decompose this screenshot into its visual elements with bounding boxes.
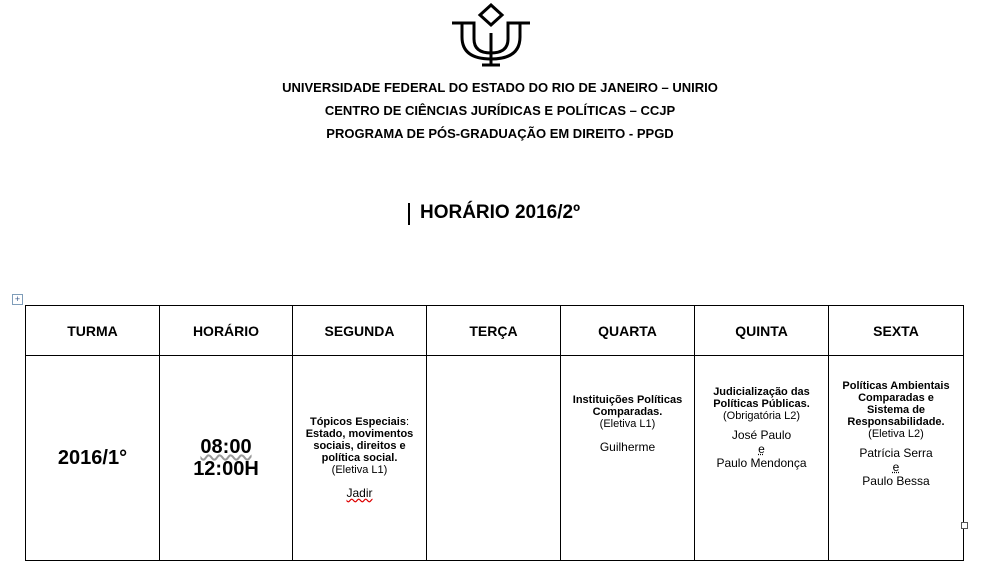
turma-value: 2016/1°	[57, 446, 128, 469]
program-name: PROGRAMA DE PÓS-GRADUAÇÃO EM DIREITO - PPGD	[326, 126, 674, 141]
sexta-course-c: Sistema de	[866, 404, 926, 416]
col-header-horario: HORÁRIO	[160, 306, 293, 356]
table-move-handle-icon[interactable]: +	[12, 294, 23, 305]
cell-quinta	[695, 356, 829, 561]
table-row	[26, 356, 964, 561]
quinta-professor-2: Paulo Mendonça	[716, 456, 807, 470]
sexta-conj: e	[892, 460, 900, 474]
segunda-course-d: sociais, direitos e	[313, 440, 406, 452]
col-header-quinta: QUINTA	[695, 306, 829, 356]
time-start: 08:00	[200, 436, 252, 458]
col-header-sexta: SEXTA	[829, 306, 964, 356]
segunda-course-a: Tópicos Especiais	[309, 416, 406, 428]
col-header-turma: TURMA	[26, 306, 160, 356]
segunda-course-b: :	[405, 416, 410, 428]
time-end: 12:00H	[193, 458, 259, 480]
quarta-professor: Guilherme	[599, 440, 656, 454]
cell-segunda	[293, 356, 427, 561]
quinta-professor-1: José Paulo	[731, 428, 792, 442]
col-header-segunda: SEGUNDA	[293, 306, 427, 356]
table-resize-handle[interactable]	[961, 522, 968, 529]
cell-turma	[26, 356, 160, 561]
col-header-terca: TERÇA	[427, 306, 561, 356]
table-header-row	[26, 306, 964, 356]
sexta-professor-1: Patrícia Serra	[859, 446, 933, 460]
quarta-course-b: Comparadas.	[592, 406, 663, 418]
segunda-course-c: Estado, movimentos	[305, 428, 414, 440]
quarta-course-a: Instituições Políticas	[572, 394, 683, 406]
quinta-conj: e	[758, 442, 765, 456]
quinta-course-a: Judicialização das	[713, 386, 810, 398]
cell-sexta	[829, 356, 964, 561]
university-name: UNIVERSIDADE FEDERAL DO ESTADO DO RIO DE JANEIRO – UNIRIO	[282, 80, 718, 95]
col-header-quarta: QUARTA	[561, 306, 695, 356]
quinta-course-b: Políticas Públicas.	[713, 398, 810, 410]
quarta-type: (Eletiva L1)	[599, 418, 656, 430]
schedule-table	[25, 305, 964, 561]
sexta-professor-2: Paulo Bessa	[862, 474, 930, 488]
sexta-course-d: Responsabilidade.	[847, 416, 945, 428]
center-name: CENTRO DE CIÊNCIAS JURÍDICAS E POLÍTICAS – CCJP	[324, 103, 676, 118]
cell-horario	[160, 356, 293, 561]
sexta-course-b: Comparadas e	[858, 392, 934, 404]
segunda-type: (Eletiva L1)	[331, 464, 388, 476]
cell-quarta	[561, 356, 695, 561]
cell-terca	[427, 356, 561, 561]
segunda-professor: Jadir	[346, 486, 373, 500]
quinta-type: (Obrigatória L2)	[722, 410, 801, 422]
sexta-course-a: Políticas Ambientais	[842, 380, 950, 392]
unirio-logo-icon	[448, 3, 534, 67]
page-title: HORÁRIO 2016/2º	[419, 202, 581, 223]
segunda-course-e: política social.	[321, 452, 398, 464]
sexta-type: (Eletiva L2)	[868, 428, 924, 440]
